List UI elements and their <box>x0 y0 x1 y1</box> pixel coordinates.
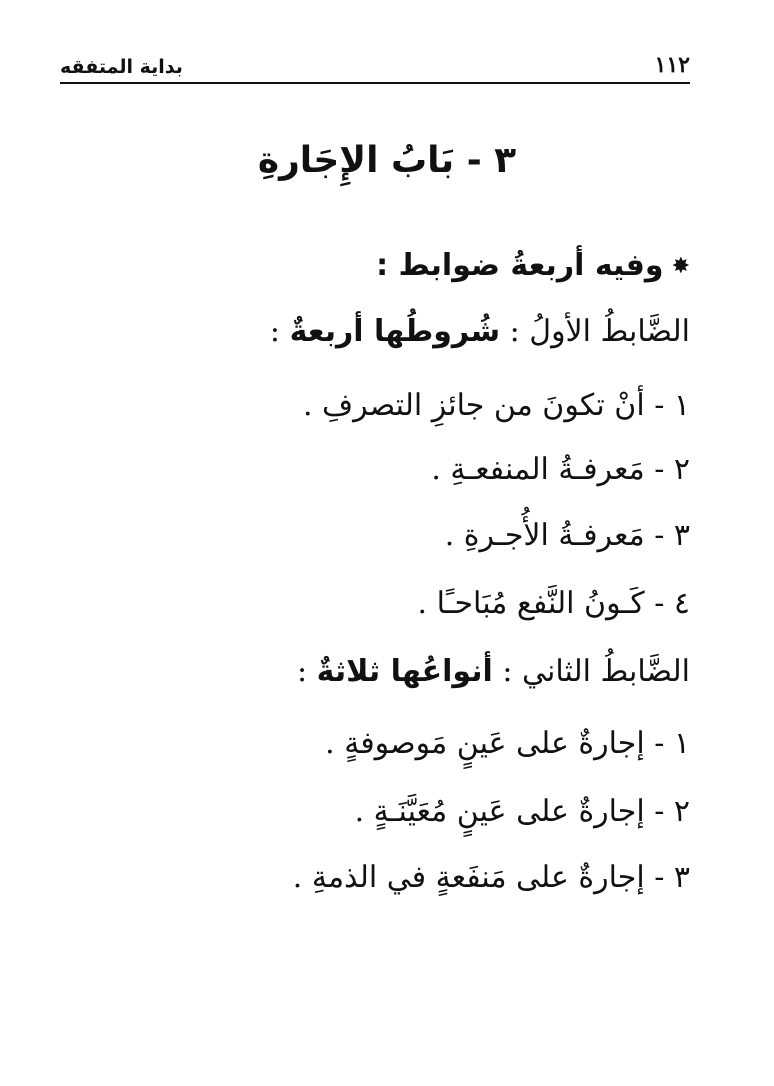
book-title: بداية المتفقه <box>60 56 183 78</box>
rule-1-item: ٢ - مَعرفـةُ المنفعـةِ . <box>431 452 690 487</box>
rule-1-suffix: : <box>269 314 290 349</box>
rule-2-suffix: : <box>296 654 317 689</box>
rule-1-heading <box>270 312 690 352</box>
chapter-title: ٣ - بَابُ الإِجَارةِ <box>257 140 517 181</box>
rule-2-item: ٢ - إجارةٌ على عَينٍ مُعَيَّنَـةٍ . <box>354 794 690 829</box>
rule-2-heading <box>297 652 690 692</box>
intro-text: وفيه أربعةُ ضوابط : <box>376 248 664 283</box>
rule-2-prefix: الضَّابطُ الثاني : <box>492 654 690 689</box>
rule-2-item: ١ - إجارةٌ على عَينٍ مَوصوفةٍ . <box>325 726 690 761</box>
rule-2-item: ٣ - إجارةٌ على مَنفَعةٍ في الذمةِ . <box>292 860 690 895</box>
page-number: ١١٢ <box>654 52 690 78</box>
rule-1-prefix: الضَّابطُ الأولُ : <box>500 314 690 349</box>
rule-1-item: ٣ - مَعرفـةُ الأُجـرةِ . <box>444 518 690 553</box>
intro-line <box>376 246 690 287</box>
bullet-icon: ✸ <box>671 253 690 279</box>
rule-2-emphasis: أنواعُها ثلاثةٌ <box>316 654 493 689</box>
running-header <box>60 48 690 84</box>
rule-1-item: ٤ - كَـونُ النَّفع مُبَاحـًا . <box>417 586 690 621</box>
rule-1-item: ١ - أنْ تكونَ من جائزِ التصرفِ . <box>302 388 690 423</box>
rule-1-emphasis: شُروطُها أربعةٌ <box>289 314 501 349</box>
